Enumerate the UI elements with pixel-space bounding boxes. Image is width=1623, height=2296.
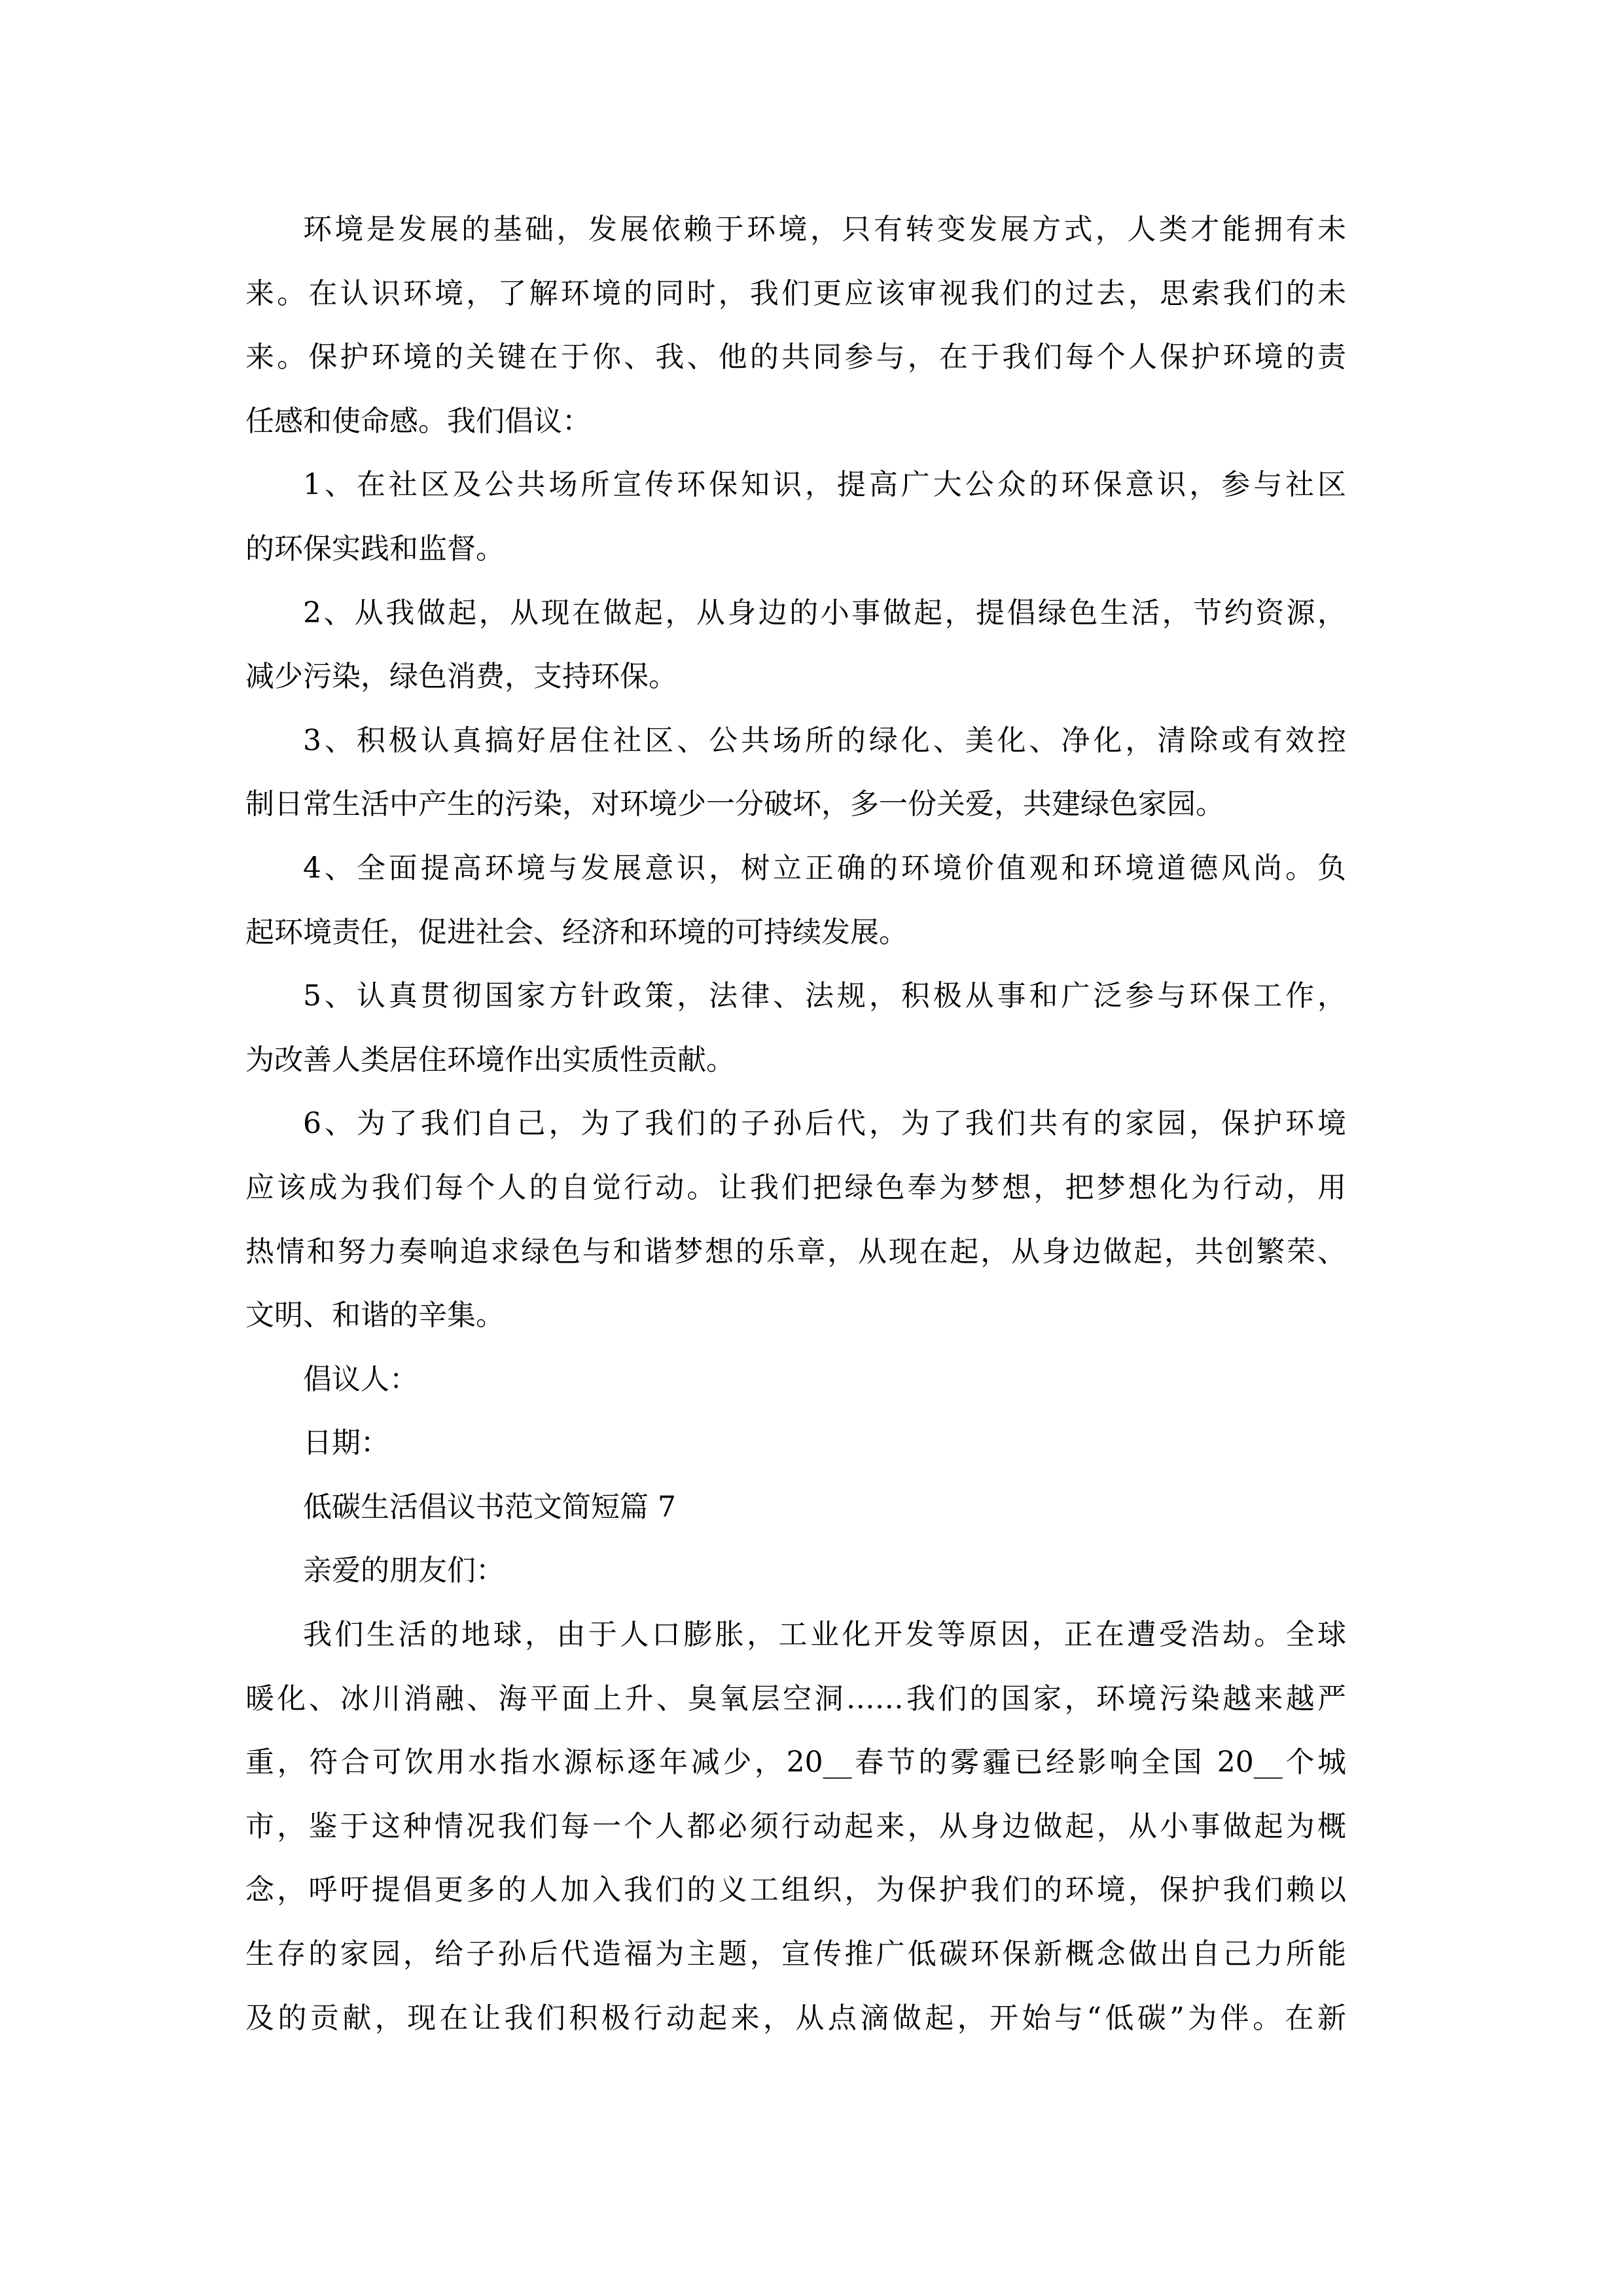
text-line-10: 制日常生活中产生的污染，对环境少一分破坏，多一份关爱，共建绿色家园。: [245, 787, 1224, 821]
text-line-12: 起环境责任，促进社会、经济和环境的可持续发展。: [245, 915, 908, 949]
text-line-26: 市，鉴于这种情况我们每一个人都必须行动起来，从身边做起，从小事做起为概: [245, 1809, 1346, 1843]
text-line-28: 生存的家园，给子孙后代造福为主题，宣传推广低碳环保新概念做出自己力所能: [245, 1937, 1346, 1971]
text-line-25: 重，符合可饮用水指水源标逐年减少，20__春节的雾霾已经影响全国 20__个城: [245, 1746, 1346, 1780]
text-line-13: 5、认真贯彻国家方针政策，法律、法规，积极从事和广泛参与环保工作，: [303, 979, 1346, 1013]
text-line-9: 3、积极认真搞好居住社区、公共场所的绿化、美化、净化，清除或有效控: [303, 723, 1346, 757]
text-line-21: 低碳生活倡议书范文简短篇 7: [303, 1490, 676, 1524]
text-line-1: 环境是发展的基础，发展依赖于环境，只有转变发展方式，人类才能拥有未: [303, 213, 1346, 246]
text-line-17: 热情和努力奏响追求绿色与和谐梦想的乐章，从现在起，从身边做起，共创繁荣、: [245, 1234, 1346, 1268]
text-line-11: 4、全面提高环境与发展意识，树立正确的环境价值观和环境道德风尚。负: [303, 851, 1346, 885]
text-line-8: 减少污染，绿色消费，支持环保。: [245, 660, 677, 694]
text-line-27: 念，呼吁提倡更多的人加入我们的义工组织，为保护我们的环境，保护我们赖以: [245, 1873, 1346, 1907]
text-line-24: 暖化、冰川消融、海平面上升、臭氧层空洞……我们的国家，环境污染越来越严: [245, 1681, 1346, 1715]
text-line-19: 倡议人：: [303, 1362, 418, 1396]
text-line-23: 我们生活的地球，由于人口膨胀，工业化开发等原因，正在遭受浩劫。全球: [303, 1618, 1346, 1652]
text-line-5: 1、在社区及公共场所宣传环保知识，提高广大公众的环保意识，参与社区: [303, 468, 1346, 502]
text-line-14: 为改善人类居住环境作出实质性贡献。: [245, 1043, 735, 1077]
text-line-29: 及的贡献，现在让我们积极行动起来，从点滴做起，开始与“低碳”为伴。在新: [245, 2001, 1346, 2035]
text-line-2: 来。在认识环境，了解环境的同时，我们更应该审视我们的过去，思索我们的未: [245, 276, 1346, 310]
text-line-16: 应该成为我们每个人的自觉行动。让我们把绿色奉为梦想，把梦想化为行动，用: [245, 1170, 1346, 1204]
text-line-4: 任感和使命感。我们倡议：: [245, 404, 591, 438]
text-line-3: 来。保护环境的关键在于你、我、他的共同参与，在于我们每个人保护环境的责: [245, 340, 1346, 374]
text-line-6: 的环保实践和监督。: [245, 531, 505, 565]
text-line-15: 6、为了我们自己，为了我们的子孙后代，为了我们共有的家园，保护环境: [303, 1107, 1346, 1141]
text-line-18: 文明、和谐的辛集。: [245, 1299, 505, 1333]
text-line-22: 亲爱的朋友们：: [303, 1554, 505, 1588]
document-body: [245, 198, 1346, 2050]
text-line-7: 2、从我做起，从现在做起，从身边的小事做起，提倡绿色生活，节约资源，: [303, 596, 1346, 630]
text-line-20: 日期：: [303, 1426, 389, 1460]
